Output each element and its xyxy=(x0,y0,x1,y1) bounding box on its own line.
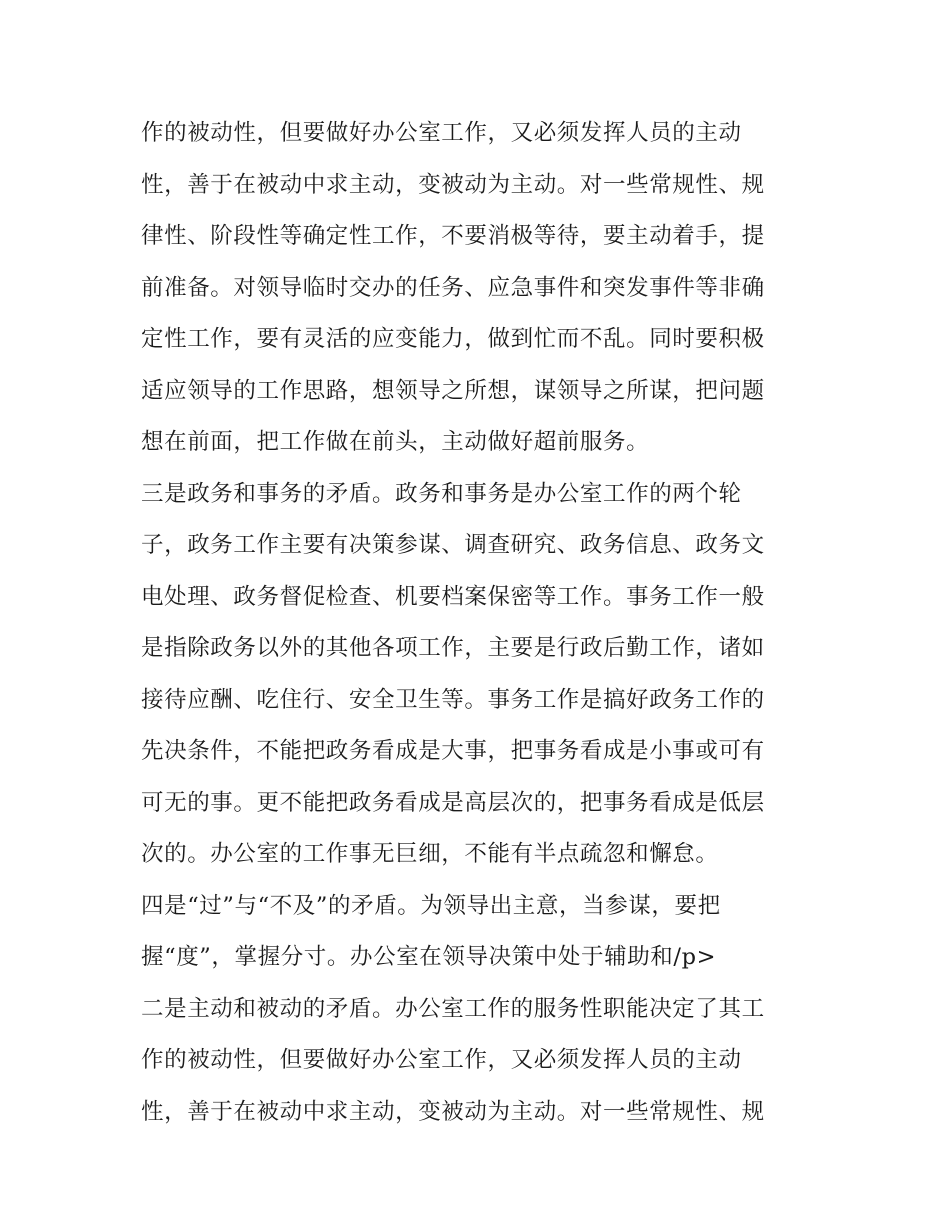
text-line: 握“度”，掌握分寸。办公室在领导决策中处于辅助和/p> xyxy=(141,944,717,970)
text-line: 适应领导的工作思路，想领导之所想，谋领导之所谋，把问题 xyxy=(141,377,765,404)
text-line: 子，政务工作主要有决策参谋、调查研究、政务信息、政务文 xyxy=(141,532,765,558)
text-line: 是指除政务以外的其他各项工作，主要是行政后勤工作，诸如 xyxy=(141,635,765,661)
text-line: 次的。办公室的工作事无巨细，不能有半点疏忽和懈怠。 xyxy=(141,841,719,867)
text-line: 二是主动和被动的矛盾。办公室工作的服务性职能决定了其工 xyxy=(141,995,765,1022)
text-line: 定性工作，要有灵活的应变能力，做到忙而不乱。同时要积极 xyxy=(141,326,765,352)
document-body xyxy=(141,108,821,1138)
text-line: 先决条件，不能把政务看成是大事，把事务看成是小事或可有 xyxy=(141,738,765,764)
text-line: 可无的事。更不能把政务看成是高层次的，把事务看成是低层 xyxy=(141,789,765,816)
text-line: 作的被动性，但要做好办公室工作，又必须发挥人员的主动 xyxy=(141,1047,742,1073)
text-line: 性，善于在被动中求主动，变被动为主动。对一些常规性、规 xyxy=(141,171,765,198)
text-line: 想在前面，把工作做在前头，主动做好超前服务。 xyxy=(141,429,650,455)
text-line: 接待应酬、吃住行、安全卫生等。事务工作是搞好政务工作的 xyxy=(141,686,765,713)
text-line: 性，善于在被动中求主动，变被动为主动。对一些常规性、规 xyxy=(141,1098,765,1125)
text-line: 作的被动性，但要做好办公室工作，又必须发挥人员的主动 xyxy=(141,120,742,146)
text-line: 四是“过”与“不及”的矛盾。为领导出主意，当参谋，要把 xyxy=(141,892,721,919)
text-line: 前准备。对领导临时交办的任务、应急事件和突发事件等非确 xyxy=(141,274,765,301)
text-line: 三是政务和事务的矛盾。政务和事务是办公室工作的两个轮 xyxy=(141,480,742,507)
text-line: 电处理、政务督促检查、机要档案保密等工作。事务工作一般 xyxy=(141,583,765,610)
text-line: 律性、阶段性等确定性工作，不要消极等待，要主动着手，提 xyxy=(141,223,765,249)
